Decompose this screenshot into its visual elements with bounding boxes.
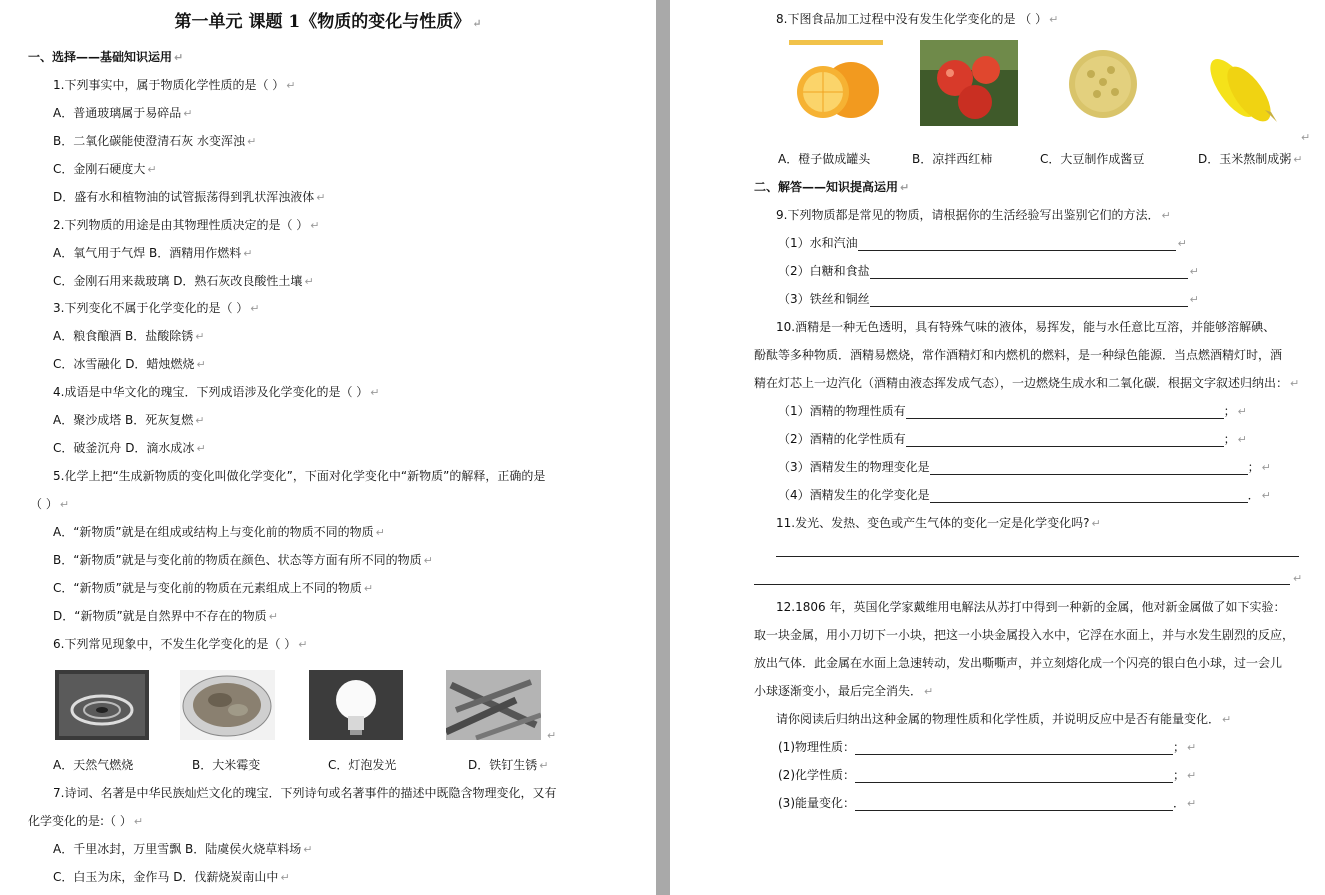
paragraph-mark: ↵ <box>1187 797 1197 810</box>
option-text: A．“新物质”就是在组成或结构上与变化前的物质不同的物质 <box>53 525 374 539</box>
option-line <box>53 162 157 177</box>
question-5-cont <box>30 497 69 512</box>
paragraph-mark: ↵ <box>1290 377 1300 390</box>
paragraph-mark: ↵ <box>1261 461 1271 474</box>
q8-option-d <box>1198 152 1302 167</box>
answer-line[interactable] <box>776 556 1299 557</box>
paragraph-mark: ↵ <box>304 275 314 288</box>
question-text: （ ） <box>30 497 58 511</box>
answer-blank[interactable] <box>855 770 1173 783</box>
question-11 <box>776 516 1101 531</box>
option-line <box>53 329 204 344</box>
question-12-cont <box>754 684 933 699</box>
question-text: 酚酞等多种物质．酒精易燃烧，常作酒精灯和内燃机的燃料，是一种绿色能源．当点燃酒精灯时，酒 <box>754 348 1283 362</box>
paragraph-mark: ↵ <box>423 554 433 567</box>
paragraph-mark: ↵ <box>1237 405 1247 418</box>
option-text: A．普通玻璃属于易碎品 <box>53 106 182 120</box>
blank-label: （3）铁丝和铜丝 <box>778 292 870 306</box>
question-4 <box>53 385 380 400</box>
section-heading-text: 一、选择——基础知识运用 <box>28 50 173 64</box>
option-text: B．凉拌西红柿 <box>912 152 993 166</box>
paragraph-mark: ↵ <box>924 685 934 698</box>
paragraph-mark: ↵ <box>298 638 308 651</box>
option-text: C．白玉为床，金作马 D．伐薪烧炭南山中 <box>53 870 279 884</box>
option-line <box>53 357 206 372</box>
paragraph-mark: ↵ <box>310 219 320 232</box>
paragraph-mark: ↵ <box>1301 131 1311 144</box>
paragraph-mark: ↵ <box>900 181 910 194</box>
question-12-prompt <box>776 712 1231 727</box>
question-text: 12.1806 年，英国化学家戴维用电解法从苏打中得到一种新的金属，他对新金属做了如下实验： <box>776 600 1286 614</box>
paragraph-mark: ↵ <box>303 843 313 856</box>
section-heading-1 <box>28 50 183 65</box>
option-line <box>53 190 325 205</box>
paragraph-mark: ↵ <box>133 815 144 828</box>
q12-blank-3 <box>778 796 1196 811</box>
option-text: D．盛有水和植物油的试管振荡得到乳状浑浊液体 <box>53 190 315 204</box>
option-text: C．“新物质”就是与变化前的物质在元素组成上不同的物质 <box>53 581 362 595</box>
option-line <box>53 609 278 624</box>
option-line <box>53 553 433 568</box>
question-text: 化学变化的是:（ ） <box>28 814 132 828</box>
paragraph-mark: ↵ <box>1293 572 1303 585</box>
option-text: C．金刚石用来裁玻璃 D．熟石灰改良酸性土壤 <box>53 274 303 288</box>
blank-label: （1）酒精的物理性质有 <box>778 404 906 418</box>
answer-blank[interactable] <box>930 462 1248 475</box>
option-line <box>53 413 204 428</box>
punctuation: ； <box>1173 768 1186 782</box>
paragraph-mark: ↵ <box>59 498 70 511</box>
option-text: B．大米霉变 <box>192 758 261 772</box>
gas-stove-image <box>55 670 149 740</box>
answer-line[interactable] <box>754 584 1290 585</box>
q9-blank-3 <box>778 292 1199 307</box>
q6-option-b <box>192 758 260 772</box>
question-text: 4.成语是中华文化的瑰宝．下列成语涉及化学变化的是（ ） <box>53 385 369 399</box>
answer-blank[interactable] <box>855 798 1173 811</box>
q6-option-a <box>53 758 133 772</box>
paragraph-mark: ↵ <box>547 729 557 742</box>
answer-blank[interactable] <box>906 434 1224 447</box>
paragraph-mark: ↵ <box>196 442 206 455</box>
blank-label: (3)能量变化： <box>778 796 855 810</box>
option-text: C．金刚石硬度大 <box>53 162 146 176</box>
option-text: B．二氧化碳能使澄清石灰 水变浑浊 <box>53 134 246 148</box>
option-text: D．玉米熬制成粥 <box>1198 152 1292 166</box>
soybean-image <box>1067 42 1139 126</box>
paragraph-mark: ↵ <box>195 330 205 343</box>
option-text: A．千里冰封，万里雪飘 B．陆虞侯火烧草料场 <box>53 842 302 856</box>
punctuation: ； <box>1223 432 1236 446</box>
paragraph-mark: ↵ <box>1187 741 1197 754</box>
paragraph-mark: ↵ <box>250 302 260 315</box>
q10-blank-4 <box>778 488 1271 503</box>
paragraph-mark: ↵ <box>1161 209 1171 222</box>
question-text: 精在灯芯上一边汽化（酒精由液态挥发成气态），一边燃烧生成水和二氧化碳．根据文字叙述归纳出： <box>754 376 1289 390</box>
option-line <box>53 525 385 540</box>
option-line <box>53 134 256 149</box>
answer-blank[interactable] <box>855 742 1173 755</box>
paragraph-mark: ↵ <box>280 871 290 884</box>
q12-blank-2 <box>778 768 1196 783</box>
q10-blank-3 <box>778 460 1271 475</box>
blank-label: （3）酒精发生的物理变化是 <box>778 460 930 474</box>
question-text: 7.诗词、名著是中华民族灿烂文化的瑰宝．下列诗句或名著事件的描述中既隐含物理变化，又有 <box>53 786 557 800</box>
punctuation: ； <box>1247 460 1260 474</box>
answer-blank[interactable] <box>870 294 1188 307</box>
question-12-cont <box>754 656 1282 670</box>
option-line <box>53 274 314 289</box>
paragraph-mark: ↵ <box>174 51 184 64</box>
option-text: C．大豆制作成酱豆 <box>1040 152 1145 166</box>
answer-blank[interactable] <box>870 266 1188 279</box>
question-1 <box>53 78 295 93</box>
question-text: 11.发光、发热、变色或产生气体的变化一定是化学变化吗? <box>776 516 1090 530</box>
document-page-right <box>670 0 1325 895</box>
paragraph-mark: ↵ <box>1177 237 1187 250</box>
question-text: 8.下图食品加工过程中没有发生化学变化的是 （ ） <box>776 12 1048 26</box>
question-12-cont <box>754 628 1294 642</box>
document-page-left <box>0 0 656 895</box>
answer-blank[interactable] <box>858 238 1176 251</box>
blank-label: (1)物理性质： <box>778 740 855 754</box>
option-line <box>53 581 373 596</box>
paragraph-mark: ↵ <box>316 191 326 204</box>
paragraph-mark: ↵ <box>195 414 205 427</box>
option-text: D．铁钉生锈 <box>468 758 538 772</box>
punctuation: ； <box>1223 404 1236 418</box>
blank-label: （4）酒精发生的化学变化是 <box>778 488 930 502</box>
paragraph-mark: ↵ <box>539 759 549 772</box>
blank-label: （2）白糖和食盐 <box>778 264 870 278</box>
option-text: A．聚沙成塔 B．死灰复燃 <box>53 413 194 427</box>
paragraph-mark: ↵ <box>243 247 253 260</box>
question-10-cont <box>754 376 1299 391</box>
option-text: A．粮食酿酒 B．盐酸除锈 <box>53 329 194 343</box>
q9-blank-2 <box>778 264 1199 279</box>
option-text: D．“新物质”就是自然界中不存在的物质 <box>53 609 267 623</box>
question-text: 1.下列事实中，属于物质化学性质的是（ ） <box>53 78 285 92</box>
q10-blank-2 <box>778 432 1247 447</box>
q8-option-a <box>778 152 870 166</box>
paragraph-mark: ↵ <box>1187 769 1197 782</box>
question-text: 3.下列变化不属于化学变化的是（ ） <box>53 301 249 315</box>
question-3 <box>53 301 259 316</box>
question-text: 请你阅读后归纳出这种金属的物理性质和化学性质，并说明反应中是否有能量变化． <box>776 712 1221 726</box>
punctuation: ． <box>1173 796 1186 810</box>
question-text: 9.下列物质都是常见的物质，请根据你的生活经验写出鉴别它们的方法． <box>776 208 1160 222</box>
punctuation: ． <box>1247 488 1260 502</box>
paragraph-mark: ↵ <box>268 610 278 623</box>
question-text: 6.下列常见现象中，不发生化学变化的是（ ） <box>53 637 297 651</box>
blank-label: (2)化学性质： <box>778 768 855 782</box>
corn-image <box>1197 40 1279 124</box>
section-heading-2 <box>754 180 909 195</box>
q6-option-c <box>328 758 396 772</box>
q6-option-d <box>468 758 548 773</box>
paragraph-mark: ↵ <box>1189 265 1199 278</box>
q9-blank-1 <box>778 236 1187 251</box>
paragraph-mark: ↵ <box>183 107 193 120</box>
question-6 <box>53 637 307 652</box>
option-text: C．破釜沉舟 D．滴水成冰 <box>53 441 195 455</box>
paragraph-mark: ↵ <box>196 358 206 371</box>
paragraph-mark: ↵ <box>1049 13 1059 26</box>
question-7-cont <box>28 814 143 829</box>
option-line <box>53 106 192 121</box>
answer-blank[interactable] <box>930 490 1248 503</box>
question-10 <box>776 320 1275 334</box>
rusty-nails-image <box>446 670 541 740</box>
option-line <box>53 246 252 261</box>
paragraph-mark: ↵ <box>1261 489 1271 502</box>
paragraph-mark: ↵ <box>1091 517 1101 530</box>
blank-label: （1）水和汽油 <box>778 236 858 250</box>
orange-image <box>789 40 883 126</box>
blank-label: （2）酒精的化学性质有 <box>778 432 906 446</box>
option-text: A．橙子做成罐头 <box>778 152 871 166</box>
section-heading-text: 二、解答——知识提高运用 <box>754 180 899 194</box>
punctuation: ； <box>1173 740 1186 754</box>
option-text: A．氧气用于气焊 B．酒精用作燃料 <box>53 246 242 260</box>
light-bulb-image <box>309 670 403 740</box>
page-title: 第一单元 课题 1《物质的变化与性质》 <box>174 12 471 32</box>
paragraph-mark: ↵ <box>247 135 257 148</box>
question-text: 小球逐渐变小，最后完全消失． <box>754 684 923 698</box>
moldy-rice-image <box>180 670 275 740</box>
q12-blank-1 <box>778 740 1196 755</box>
paragraph-mark: ↵ <box>1293 153 1303 166</box>
question-7 <box>53 786 556 800</box>
option-line <box>53 870 290 885</box>
paragraph-mark: ↵ <box>472 17 482 30</box>
option-text: C．冰雪融化 D．蜡烛燃烧 <box>53 357 195 371</box>
answer-blank[interactable] <box>906 406 1224 419</box>
question-5 <box>53 469 545 483</box>
paragraph-mark: ↵ <box>370 386 380 399</box>
paragraph-mark: ↵ <box>1237 433 1247 446</box>
question-text: 取一块金属，用小刀切下一小块，把这一小块金属投入水中，它浮在水面上，并与水发生剧烈的反应， <box>754 628 1295 642</box>
question-12 <box>776 600 1285 614</box>
q8-option-c <box>1040 152 1144 166</box>
question-text: 放出气体．此金属在水面上急速转动，发出嘶嘶声，并立刻熔化成一个闪亮的银白色小球，过一会儿 <box>754 656 1283 670</box>
q10-blank-1 <box>778 404 1247 419</box>
paragraph-mark: ↵ <box>1222 713 1232 726</box>
paragraph-mark: ↵ <box>147 163 157 176</box>
option-line <box>53 842 312 857</box>
question-8 <box>776 12 1058 27</box>
option-text: A．天然气燃烧 <box>53 758 134 772</box>
q8-option-b <box>912 152 992 166</box>
question-10-cont <box>754 348 1282 362</box>
question-text: 10.酒精是一种无色透明，具有特殊气味的液体，易挥发，能与水任意比互溶，并能够溶解碘、 <box>776 320 1276 334</box>
question-2 <box>53 218 319 233</box>
option-text: B．“新物质”就是与变化前的物质在颜色、状态等方面有所不同的物质 <box>53 553 422 567</box>
paragraph-mark: ↵ <box>1189 293 1199 306</box>
tomato-image <box>920 40 1018 126</box>
option-line <box>53 441 206 456</box>
paragraph-mark: ↵ <box>363 582 374 595</box>
paragraph-mark: ↵ <box>286 79 296 92</box>
question-9 <box>776 208 1171 223</box>
question-text: 5.化学上把“生成新物质的变化叫做化学变化”，下面对化学变化中“新物质”的解释，正确的是 <box>53 469 546 483</box>
question-text: 2.下列物质的用途是由其物理性质决定的是（ ） <box>53 218 309 232</box>
paragraph-mark: ↵ <box>375 526 385 539</box>
option-text: C．灯泡发光 <box>328 758 397 772</box>
